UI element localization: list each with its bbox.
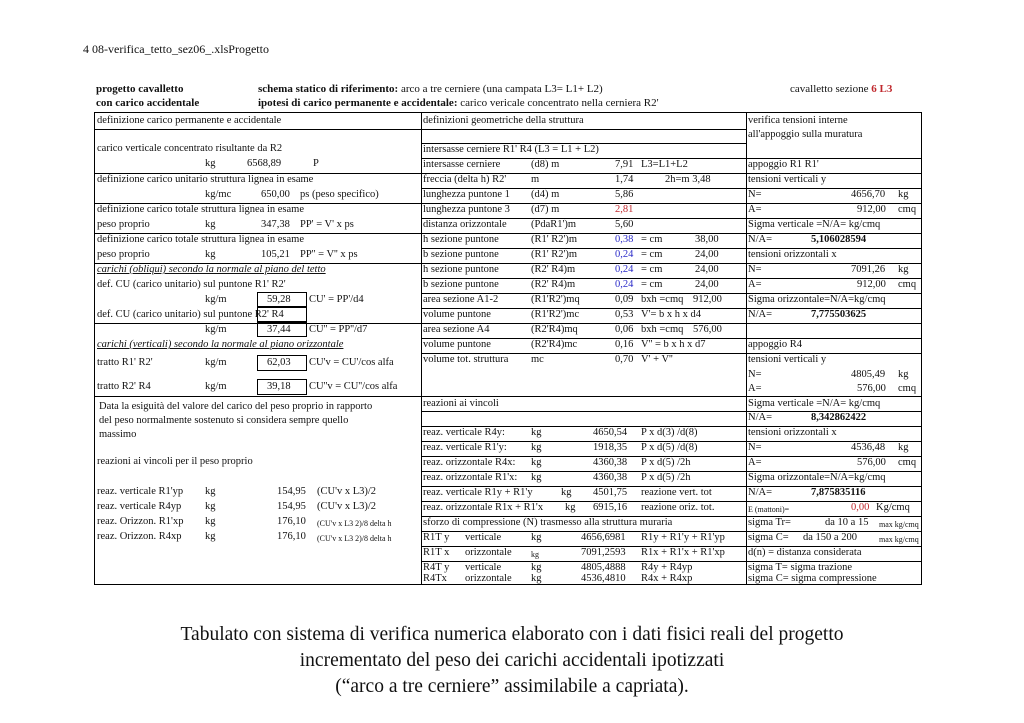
c2-a1-desc: bxh =cmq	[641, 294, 684, 305]
c3-na1-value: 5,106028594	[811, 234, 867, 245]
c2-vt-sym: mc	[531, 354, 544, 365]
c1-oblique-loads: carichi (obliqui) secondo la normale al piano del tetto	[97, 264, 326, 275]
c1-ro1-value: 176,10	[277, 516, 306, 527]
c2-g2-value: 1,74	[615, 174, 634, 185]
c2-s2-cm: 24,00	[695, 249, 719, 260]
c2-f2-dir: orizzontale	[465, 547, 512, 558]
c2-g2-sym: m	[531, 174, 540, 185]
caption	[0, 622, 1024, 700]
c1-ro2-desc: (CU'v x L3 2)/8 delta h	[317, 534, 392, 543]
c2-v1-value: 0,53	[615, 309, 634, 320]
c2-r5-value: 4501,75	[593, 487, 628, 498]
c3-st-value: da 10 a 15	[825, 517, 869, 528]
c2-r1-unit: kg	[531, 427, 542, 438]
c2-f1-unit: kg	[531, 532, 542, 543]
c2-v1-sym: (R1'R2')mc	[531, 309, 580, 320]
c3-n3-value: 4805,49	[851, 369, 886, 380]
c2-g4-sym: (d7) m	[531, 204, 560, 215]
c2-g1-sym: (d8) m	[531, 159, 560, 170]
c3-to4: tensioni orizzontali x	[748, 427, 837, 438]
c1-note-line3: massimo	[99, 429, 137, 440]
c2-vt-value: 0,70	[615, 354, 634, 365]
c2-r6-label: reaz. orizzontale R1x + R1'x	[423, 502, 544, 513]
c2-section-title: definizioni geometriche della struttura	[423, 115, 584, 126]
c3-st-unit: max kg/cmq	[879, 520, 919, 529]
c1-total-load-title-1: definizione carico totale struttura lignea in esame	[97, 204, 304, 215]
c2-v1-desc: V'= b x h x d4	[641, 309, 702, 320]
c2-s2-label: b sezione puntone	[423, 249, 499, 260]
caption-line-3: (“arco a tre cerniere” assimilabile a capriata).	[335, 676, 689, 697]
load-hypothesis: ipotesi di carico permanente e accidentale: carico vericale concentrato nella cerniera R2'	[258, 97, 659, 109]
c2-g3-sym: (d4) m	[531, 189, 560, 200]
c2-vt-desc: V' + V''	[641, 354, 673, 365]
c2-a4-value: 0,06	[615, 324, 634, 335]
c2-s4-eq: = cm	[641, 279, 663, 290]
c2-r5-label: reaz. verticale R1y + R1'y	[423, 487, 533, 498]
c3-na2-value: 7,775503625	[811, 309, 867, 320]
c2-a1-sym: (R1'R2')mq	[531, 294, 580, 305]
c2-f2-desc: R1x + R1'x + R1'xp	[641, 547, 725, 558]
project-title: progetto cavalletto	[96, 83, 184, 95]
c1-cu2-box	[257, 322, 307, 337]
c2-f4-desc: R4x + R4xp	[641, 573, 693, 584]
verification-table	[94, 112, 922, 585]
c1-rv2-value: 154,95	[277, 501, 306, 512]
c1-reactions-title: reazioni ai vincoli per il peso proprio	[97, 456, 253, 467]
c1-cu2-box-top	[257, 307, 307, 322]
c1-ro2-value: 176,10	[277, 531, 306, 542]
c3-n3-label: N=	[748, 369, 762, 380]
c2-g2-label: freccia (delta h) R2'	[423, 174, 507, 185]
c3-tv4: tensioni verticali y	[748, 354, 827, 365]
c2-f4-dir: orizzontale	[465, 573, 512, 584]
c1-tr2-value: 39,18	[267, 381, 291, 392]
c2-s3-label: h sezione puntone	[423, 264, 499, 275]
c1-ps-value: 650,00	[261, 189, 290, 200]
c2-g1-label: intersasse cerniere	[423, 159, 501, 170]
c1-ro1-label: reaz. Orizzon. R1'xp	[97, 516, 184, 527]
c1-total-load-title-2: definizione carico totale struttura lignea in esame	[97, 234, 304, 245]
c1-tr2-desc: CU''v = CU''/cos alfa	[309, 381, 398, 392]
c2-f3-label: R4T y	[423, 562, 450, 573]
c3-n4-label: N=	[748, 442, 762, 453]
c1-note-line2: del peso normalmente sostenuto si considera sempre quello	[99, 415, 349, 426]
c2-f3-unit: kg	[531, 562, 542, 573]
c3-a2-value: 912,00	[857, 279, 886, 290]
c1-cu2-desc: CU'' = PP''/d7	[309, 324, 368, 335]
c1-rv2-unit: kg	[205, 501, 216, 512]
load-title: con carico accidentale	[96, 97, 200, 109]
c2-f3-value: 4805,4888	[581, 562, 626, 573]
c1-ro2-label: reaz. Orizzon. R4xp	[97, 531, 182, 542]
c2-f1-desc: R1y + R1'y + R1'yp	[641, 532, 725, 543]
c2-s1-value: 0,38	[615, 234, 634, 245]
c2-a4-cm: 576,00	[693, 324, 722, 335]
c3-st-note: sigma T= sigma trazione	[748, 562, 852, 573]
c2-f4-value: 4536,4810	[581, 573, 626, 584]
c1-tr1-label: tratto R1' R2'	[97, 357, 153, 368]
c3-a4-label: A=	[748, 457, 762, 468]
c3-em-unit: Kg/cmq	[876, 502, 910, 513]
c2-s4-sym: (R2' R4)m	[531, 279, 576, 290]
c2-reactions-title: reazioni ai vincoli	[423, 398, 499, 409]
c2-r5-desc: reazione vert. tot	[641, 487, 712, 498]
c3-sc-label: sigma C=	[748, 532, 789, 543]
c2-r3-value: 4360,38	[593, 457, 628, 468]
c2-v2-label: volume puntone	[423, 339, 491, 350]
c3-a1-label: A=	[748, 204, 762, 215]
c2-r6-unit: kg	[565, 502, 576, 513]
c2-r4-label: reaz. orizzontale R1'x:	[423, 472, 518, 483]
c3-a4-value: 576,00	[857, 457, 886, 468]
c1-tr1-value: 62,03	[267, 357, 291, 368]
c2-a4-desc: bxh =cmq	[641, 324, 684, 335]
c1-rv1-unit: kg	[205, 486, 216, 497]
document-header: 4 08-verifica_tetto_sez06_.xlsProgetto	[83, 42, 269, 56]
c2-a1-value: 0,09	[615, 294, 634, 305]
c2-r5-unit: kg	[561, 487, 572, 498]
c1-rv2-label: reaz. verticale R4yp	[97, 501, 182, 512]
c1-rv1-value: 154,95	[277, 486, 306, 497]
c3-n3-unit: kg	[898, 369, 909, 380]
c2-r2-desc: P x d(5) /d(8)	[641, 442, 698, 453]
c3-n1-label: N=	[748, 189, 762, 200]
c2-g4-value: 2,81	[615, 204, 634, 215]
c2-s4-label: b sezione puntone	[423, 279, 499, 290]
c3-a3-label: A=	[748, 383, 762, 394]
c1-cu1-desc: CU' = PP'/d4	[309, 294, 364, 305]
c2-r3-unit: kg	[531, 457, 542, 468]
c3-verify-title-2: all'appoggio sulla muratura	[748, 129, 863, 140]
c1-pp2-unit: kg	[205, 249, 216, 260]
c2-compression-title: sforzo di compressione (N) trasmesso alla struttura muraria	[423, 517, 673, 528]
c1-cu1-value: 59,28	[267, 294, 291, 305]
c2-g5-sym: (PdaR1')m	[531, 219, 577, 230]
c2-f3-dir: verticale	[465, 562, 502, 573]
c2-f2-label: R1T x	[423, 547, 450, 558]
c1-ps-unit: kg/mc	[205, 189, 232, 200]
c2-v2-desc: V'' = b x h x d7	[641, 339, 706, 350]
static-scheme: schema statico di riferimento: arco a tre cerniere (una campata L3= L1+ L2)	[258, 83, 603, 95]
c3-n4-unit: kg	[898, 442, 909, 453]
c2-g1-value: 7,91	[615, 159, 634, 170]
c2-a1-label: area sezione A1-2	[423, 294, 499, 305]
c1-unit-load-title: definizione carico unitario struttura lignea in esame	[97, 174, 314, 185]
caption-line-2: incrementato del peso dei carichi accidentali ipotizzati	[299, 650, 725, 671]
c1-vertical-loads: carichi (verticali) secondo la normale al piano orizzontale	[97, 339, 344, 350]
c2-a4-label: area sezione A4	[423, 324, 490, 335]
c2-r3-desc: P x d(5) /2h	[641, 457, 691, 468]
c1-ro1-desc: (CU'v x L3 2)/8 delta h	[317, 519, 392, 528]
c1-cv-unit: kg	[205, 158, 216, 169]
c3-na3-label: N/A=	[748, 412, 773, 423]
c3-na4-value: 7,875835116	[811, 487, 866, 498]
c2-g5-label: distanza orizzontale	[423, 219, 507, 230]
c1-cv-value: 6568,89	[247, 158, 282, 169]
c2-v1-label: volume puntone	[423, 309, 491, 320]
c2-s1-cm: 38,00	[695, 234, 719, 245]
c1-note-line1: Data la esiguità del valore del carico del peso proprio in rapporto	[99, 401, 373, 412]
c3-dn-note: d(n) = distanza considerata	[748, 547, 862, 558]
c2-f2-value: 7091,2593	[581, 547, 626, 558]
c3-a2-label: A=	[748, 279, 762, 290]
c2-g2-extra: 2h=m 3,48	[665, 174, 711, 185]
c2-f1-value: 4656,6981	[581, 532, 626, 543]
c1-section-title: definizione carico permanente e accidentale	[97, 115, 282, 126]
c2-s1-label: h sezione puntone	[423, 234, 499, 245]
c2-g4-label: lunghezza puntone 3	[423, 204, 510, 215]
c3-a3-unit: cmq	[898, 383, 917, 394]
c2-r1-desc: P x d(3) /d(8)	[641, 427, 698, 438]
c2-f1-label: R1T y	[423, 532, 450, 543]
c3-support-r4: appoggio R4	[748, 339, 802, 350]
c3-n4-value: 4536,48	[851, 442, 886, 453]
c3-a1-value: 912,00	[857, 204, 886, 215]
c3-em-value: 0,00	[851, 502, 870, 513]
c3-to1: tensioni orizzontali x	[748, 249, 837, 260]
c3-a4-unit: cmq	[898, 457, 917, 468]
c3-na3-value: 8,342862422	[811, 412, 867, 423]
c2-v2-value: 0,16	[615, 339, 634, 350]
c2-s2-sym: (R1' R2')m	[531, 249, 578, 260]
c1-cu2-unit: kg/m	[205, 324, 227, 335]
c1-tr1-desc: CU'v = CU'/cos alfa	[309, 357, 394, 368]
c2-r1-value: 4650,54	[593, 427, 628, 438]
c2-r2-unit: kg	[531, 442, 542, 453]
c3-so4: Sigma orizzontale=N/A=kg/cmq	[748, 472, 886, 483]
c3-verify-title-1: verifica tensioni interne	[748, 115, 848, 126]
c2-f4-unit: kg	[531, 573, 542, 584]
c3-n1-value: 4656,70	[851, 189, 886, 200]
section-label: cavalletto sezione 6 L3	[790, 83, 893, 95]
c2-s3-value: 0,24	[615, 264, 634, 275]
c2-s1-eq: = cm	[641, 234, 663, 245]
c3-sv1: Sigma verticale =N/A= kg/cmq	[748, 219, 881, 230]
c1-cu1-unit: kg/m	[205, 294, 227, 305]
c1-defcu1: def. CU (carico unitario) sul puntone R1' R2'	[97, 279, 286, 290]
c2-f3-desc: R4y + R4yp	[641, 562, 693, 573]
c1-cv-label: carico verticale concentrato risultante da R2	[97, 143, 283, 154]
c3-n2-label: N=	[748, 264, 762, 275]
c2-r3-label: reaz. orizzontale R4x:	[423, 457, 516, 468]
c1-pp2-label: peso proprio	[97, 249, 150, 260]
c3-a3-value: 576,00	[857, 383, 886, 394]
c2-s4-value: 0,24	[615, 279, 634, 290]
c1-pp2-desc: PP'' = V'' x ps	[300, 249, 358, 260]
c2-g3-label: lunghezza puntone 1	[423, 189, 510, 200]
c1-tr2-unit: kg/m	[205, 381, 227, 392]
c3-support-r1: appoggio R1 R1'	[748, 159, 819, 170]
c2-v2-sym: (R2'R4)mc	[531, 339, 578, 350]
c3-a1-unit: cmq	[898, 204, 917, 215]
c3-n2-unit: kg	[898, 264, 909, 275]
c3-tv1: tensioni verticali y	[748, 174, 827, 185]
c3-sc-value: da 150 a 200	[803, 532, 857, 543]
c2-r2-label: reaz. verticale R1'y:	[423, 442, 507, 453]
c3-na2-label: N/A=	[748, 309, 773, 320]
c2-r4-desc: P x d(5) /2h	[641, 472, 691, 483]
c2-a4-sym: (R2'R4)mq	[531, 324, 578, 335]
c1-rv1-label: reaz. verticale R1'yp	[97, 486, 184, 497]
c1-cu2-value: 37,44	[267, 324, 291, 335]
caption-line-1: Tabulato con sistema di verifica numerica elaborato con i dati fisici reali del progetto	[180, 624, 844, 645]
c1-pp1-desc: PP' = V' x ps	[300, 219, 354, 230]
c2-s3-sym: (R2' R4)m	[531, 264, 576, 275]
c1-rv1-desc: (CU'v x L3)/2	[317, 486, 377, 497]
c2-f2-unit: kg	[531, 550, 539, 559]
c1-ps-desc: ps (peso specifico)	[300, 189, 379, 200]
c2-r2-value: 1918,35	[593, 442, 628, 453]
c2-s4-cm: 24,00	[695, 279, 719, 290]
c1-pp2-value: 105,21	[261, 249, 290, 260]
c1-defcu2: def. CU (carico unitario) sul puntone R2' R4	[97, 309, 284, 320]
c3-na1-label: N/A=	[748, 234, 773, 245]
c3-n1-unit: kg	[898, 189, 909, 200]
c3-em-label: E (mattoni)=	[748, 505, 790, 514]
c2-f4-label: R4Tx	[423, 573, 447, 584]
c1-rv2-desc: (CU'v x L3)/2	[317, 501, 377, 512]
c1-ro1-unit: kg	[205, 516, 216, 527]
c3-st-label: sigma Tr=	[748, 517, 791, 528]
c2-s3-eq: = cm	[641, 264, 663, 275]
c2-r4-value: 4360,38	[593, 472, 628, 483]
c1-tr2-label: tratto R2' R4	[97, 381, 151, 392]
c3-na4-label: N/A=	[748, 487, 773, 498]
c2-s2-value: 0,24	[615, 249, 634, 260]
c2-r1-label: reaz. verticale R4y:	[423, 427, 505, 438]
c1-pp1-label: peso proprio	[97, 219, 150, 230]
c1-ro2-unit: kg	[205, 531, 216, 542]
c2-g1-extra: L3=L1+L2	[641, 159, 688, 170]
c3-sc-unit: max kg/cmq	[879, 535, 919, 544]
c2-r6-desc: reazione oriz. tot.	[641, 502, 715, 513]
c1-pp1-unit: kg	[205, 219, 216, 230]
c1-pp1-value: 347,38	[261, 219, 290, 230]
c2-inter-label: intersasse cerniere R1' R4 (L3 = L1 + L2)	[423, 144, 599, 155]
c2-g5-value: 5,60	[615, 219, 634, 230]
c2-s3-cm: 24,00	[695, 264, 719, 275]
c3-sv4: Sigma verticale =N/A= kg/cmq	[748, 398, 881, 409]
c3-n2-value: 7091,26	[851, 264, 886, 275]
c2-vt-label: volume tot. struttura	[423, 354, 509, 365]
c3-a2-unit: cmq	[898, 279, 917, 290]
c3-sc-note: sigma C= sigma compressione	[748, 573, 877, 584]
c3-so1: Sigma orizzontale=N/A=kg/cmq	[748, 294, 886, 305]
c2-s1-sym: (R1' R2')m	[531, 234, 578, 245]
c2-r6-value: 6915,16	[593, 502, 628, 513]
c2-f1-dir: verticale	[465, 532, 502, 543]
c1-tr1-unit: kg/m	[205, 357, 227, 368]
c2-s2-eq: = cm	[641, 249, 663, 260]
c2-a1-cm: 912,00	[693, 294, 722, 305]
c2-g3-value: 5,86	[615, 189, 634, 200]
c1-cv-symbol: P	[313, 158, 319, 169]
c2-r4-unit: kg	[531, 472, 542, 483]
